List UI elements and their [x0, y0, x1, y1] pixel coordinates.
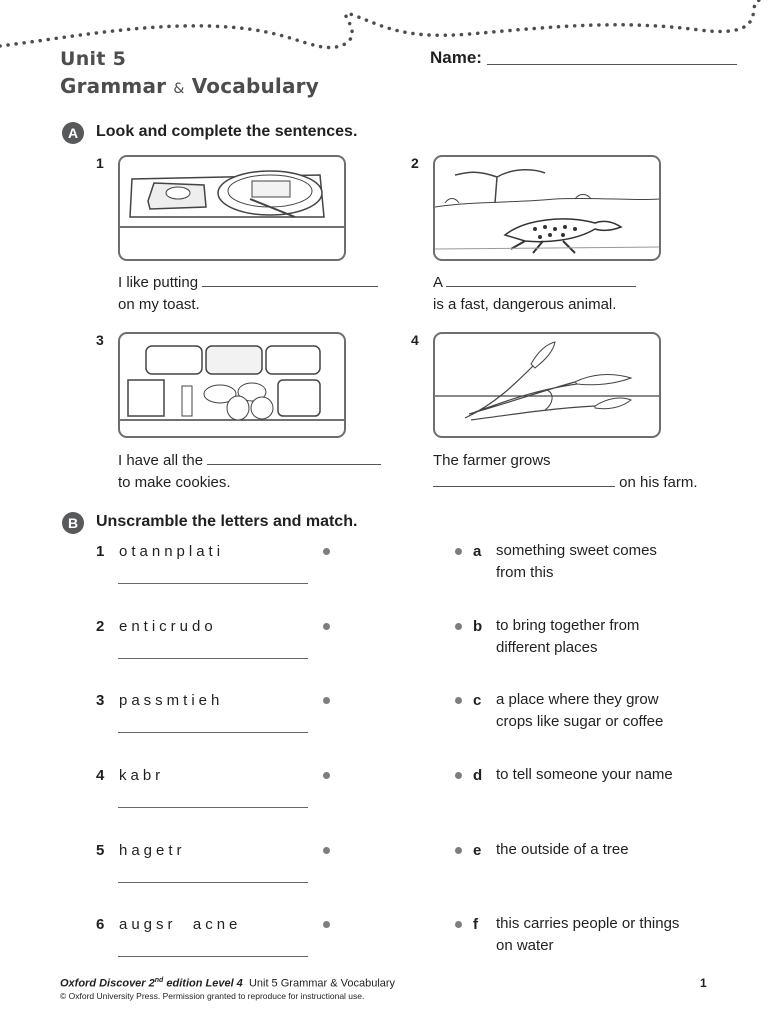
cookie-ingredients-picture: [118, 332, 346, 438]
answer-blank[interactable]: [202, 272, 378, 287]
word-number: 3: [96, 692, 105, 709]
section-b-title: Unscramble the letters and match.: [96, 513, 358, 530]
section-b-badge: B: [62, 512, 84, 534]
item-number: 3: [96, 332, 104, 348]
unit-subtitle: Grammar & Vocabulary: [60, 74, 319, 98]
match-dot-right[interactable]: [455, 548, 462, 555]
footer-credit: Oxford Discover 2nd edition Level 4 Unit 5 Grammar & Vocabulary: [60, 977, 396, 990]
definition-text: to bring together from different places: [496, 617, 640, 656]
scrambled-word: otannplati: [119, 543, 225, 560]
sentence-2: A is a fast, dangerous animal.: [433, 272, 636, 316]
unscramble-answer-line[interactable]: [118, 583, 308, 584]
match-dot-right[interactable]: [455, 921, 462, 928]
name-label: Name:: [430, 48, 482, 67]
word-number: 6: [96, 916, 105, 933]
answer-blank[interactable]: [433, 472, 615, 487]
definition-text: this carries people or things on water: [496, 915, 680, 954]
definition-text: the outside of a tree: [496, 841, 629, 858]
answer-blank[interactable]: [446, 272, 636, 287]
definition-text: to tell someone your name: [496, 766, 673, 783]
scrambled-word: hagetr: [119, 842, 186, 859]
definition-text: a place where they grow crops like sugar or coffee: [496, 691, 664, 730]
unscramble-answer-line[interactable]: [118, 882, 308, 883]
match-dot-left[interactable]: [323, 697, 330, 704]
match-dot-right[interactable]: [455, 623, 462, 630]
word-number: 2: [96, 618, 105, 635]
unscramble-answer-line[interactable]: [118, 956, 308, 957]
match-dot-left[interactable]: [323, 847, 330, 854]
name-input-line[interactable]: [487, 64, 737, 65]
item-number: 4: [411, 332, 419, 348]
word-number: 5: [96, 842, 105, 859]
wheat-picture: [433, 332, 661, 438]
section-a-badge: A: [62, 122, 84, 144]
item-number: 2: [411, 155, 419, 171]
unscramble-answer-line[interactable]: [118, 658, 308, 659]
definition-letter: f: [473, 916, 478, 933]
unscramble-answer-line[interactable]: [118, 732, 308, 733]
match-dot-left[interactable]: [323, 772, 330, 779]
scrambled-word: passmtieh: [119, 692, 224, 709]
match-dot-left[interactable]: [323, 921, 330, 928]
match-dot-right[interactable]: [455, 847, 462, 854]
definition-text: something sweet comes from this: [496, 542, 657, 581]
word-number: 1: [96, 543, 105, 560]
definition-letter: c: [473, 692, 482, 709]
footer-copyright: © Oxford University Press. Permission granted to reproduce for instructional use.: [60, 991, 365, 1001]
definition-letter: b: [473, 618, 483, 635]
match-dot-right[interactable]: [455, 697, 462, 704]
definition-letter: d: [473, 767, 483, 784]
scrambled-word: augsr acne: [119, 916, 242, 933]
answer-blank[interactable]: [207, 450, 381, 465]
definition-letter: e: [473, 842, 482, 859]
match-dot-left[interactable]: [323, 623, 330, 630]
sentence-1: I like putting on my toast.: [118, 272, 378, 316]
section-a-title: Look and complete the sentences.: [96, 123, 358, 140]
unit-title: Unit 5: [60, 48, 127, 70]
scrambled-word: kabr: [119, 767, 165, 784]
scrambled-word: enticrudo: [119, 618, 217, 635]
toast-butter-picture: [118, 155, 346, 261]
sentence-3: I have all the to make cookies.: [118, 450, 381, 494]
match-dot-right[interactable]: [455, 772, 462, 779]
word-number: 4: [96, 767, 105, 784]
unscramble-answer-line[interactable]: [118, 807, 308, 808]
definition-letter: a: [473, 543, 482, 560]
page-number: 1: [700, 976, 707, 990]
match-dot-left[interactable]: [323, 548, 330, 555]
cheetah-picture: [433, 155, 661, 261]
sentence-4: The farmer grows on his farm.: [433, 452, 698, 491]
item-number: 1: [96, 155, 104, 171]
